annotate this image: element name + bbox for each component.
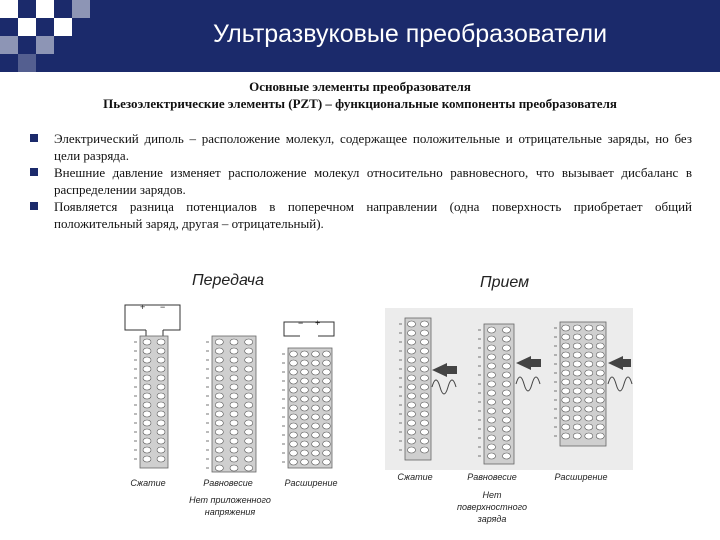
crystal-rx-expansion (554, 322, 606, 446)
bullet-text: Внешние давление изменяет расположение молекул относительно равновесного, что вызывает дисбаланс в распределении зарядов. (54, 165, 692, 197)
caption-rx-compression: Сжатие (397, 472, 433, 482)
caption-tx-equilibrium: Равновесие (203, 478, 253, 488)
crystal-tx-compression (134, 336, 168, 468)
minus-sign: − (298, 318, 304, 328)
bullet-text: Электрический диполь – расположение молекул, содержащее положительные и отрицательные заряды, но без цели разряда. (54, 131, 692, 163)
plus-sign: + (140, 302, 146, 312)
crystal-tx-expansion (282, 348, 332, 468)
caption-rx-note-3: заряда (477, 514, 507, 524)
plus-sign: + (315, 318, 321, 328)
caption-tx-expansion: Расширение (284, 478, 338, 488)
circuit-expansion (284, 322, 334, 336)
slide-title: Ультразвуковые преобразователи (212, 20, 608, 48)
receive-title: Прием (480, 274, 530, 291)
caption-tx-compression: Сжатие (130, 478, 166, 488)
crystal-tx-equilibrium (206, 336, 256, 472)
transmit-title: Передача (192, 272, 264, 289)
caption-rx-expansion: Расширение (554, 472, 608, 482)
caption-tx-note-2: напряжения (204, 507, 256, 517)
caption-rx-equilibrium: Равновесие (467, 472, 517, 482)
circuit-compression (125, 305, 180, 336)
caption-tx-note-1: Нет приложенного (189, 495, 271, 505)
subtitle-2: Пьезоэлектрические элементы (PZT) – функциональные компоненты преобразователя (103, 96, 617, 111)
minus-sign: − (160, 302, 166, 312)
bullet-text: Появляется разница потенциалов в поперечном направлении (одна поверхность приобретает общий положительный заряд, другая – отрицательный). (54, 199, 692, 231)
caption-rx-note-2: поверхностного (457, 502, 527, 512)
subtitle-1: Основные элементы преобразователя (249, 79, 471, 94)
caption-rx-note-1: Нет (482, 490, 502, 500)
